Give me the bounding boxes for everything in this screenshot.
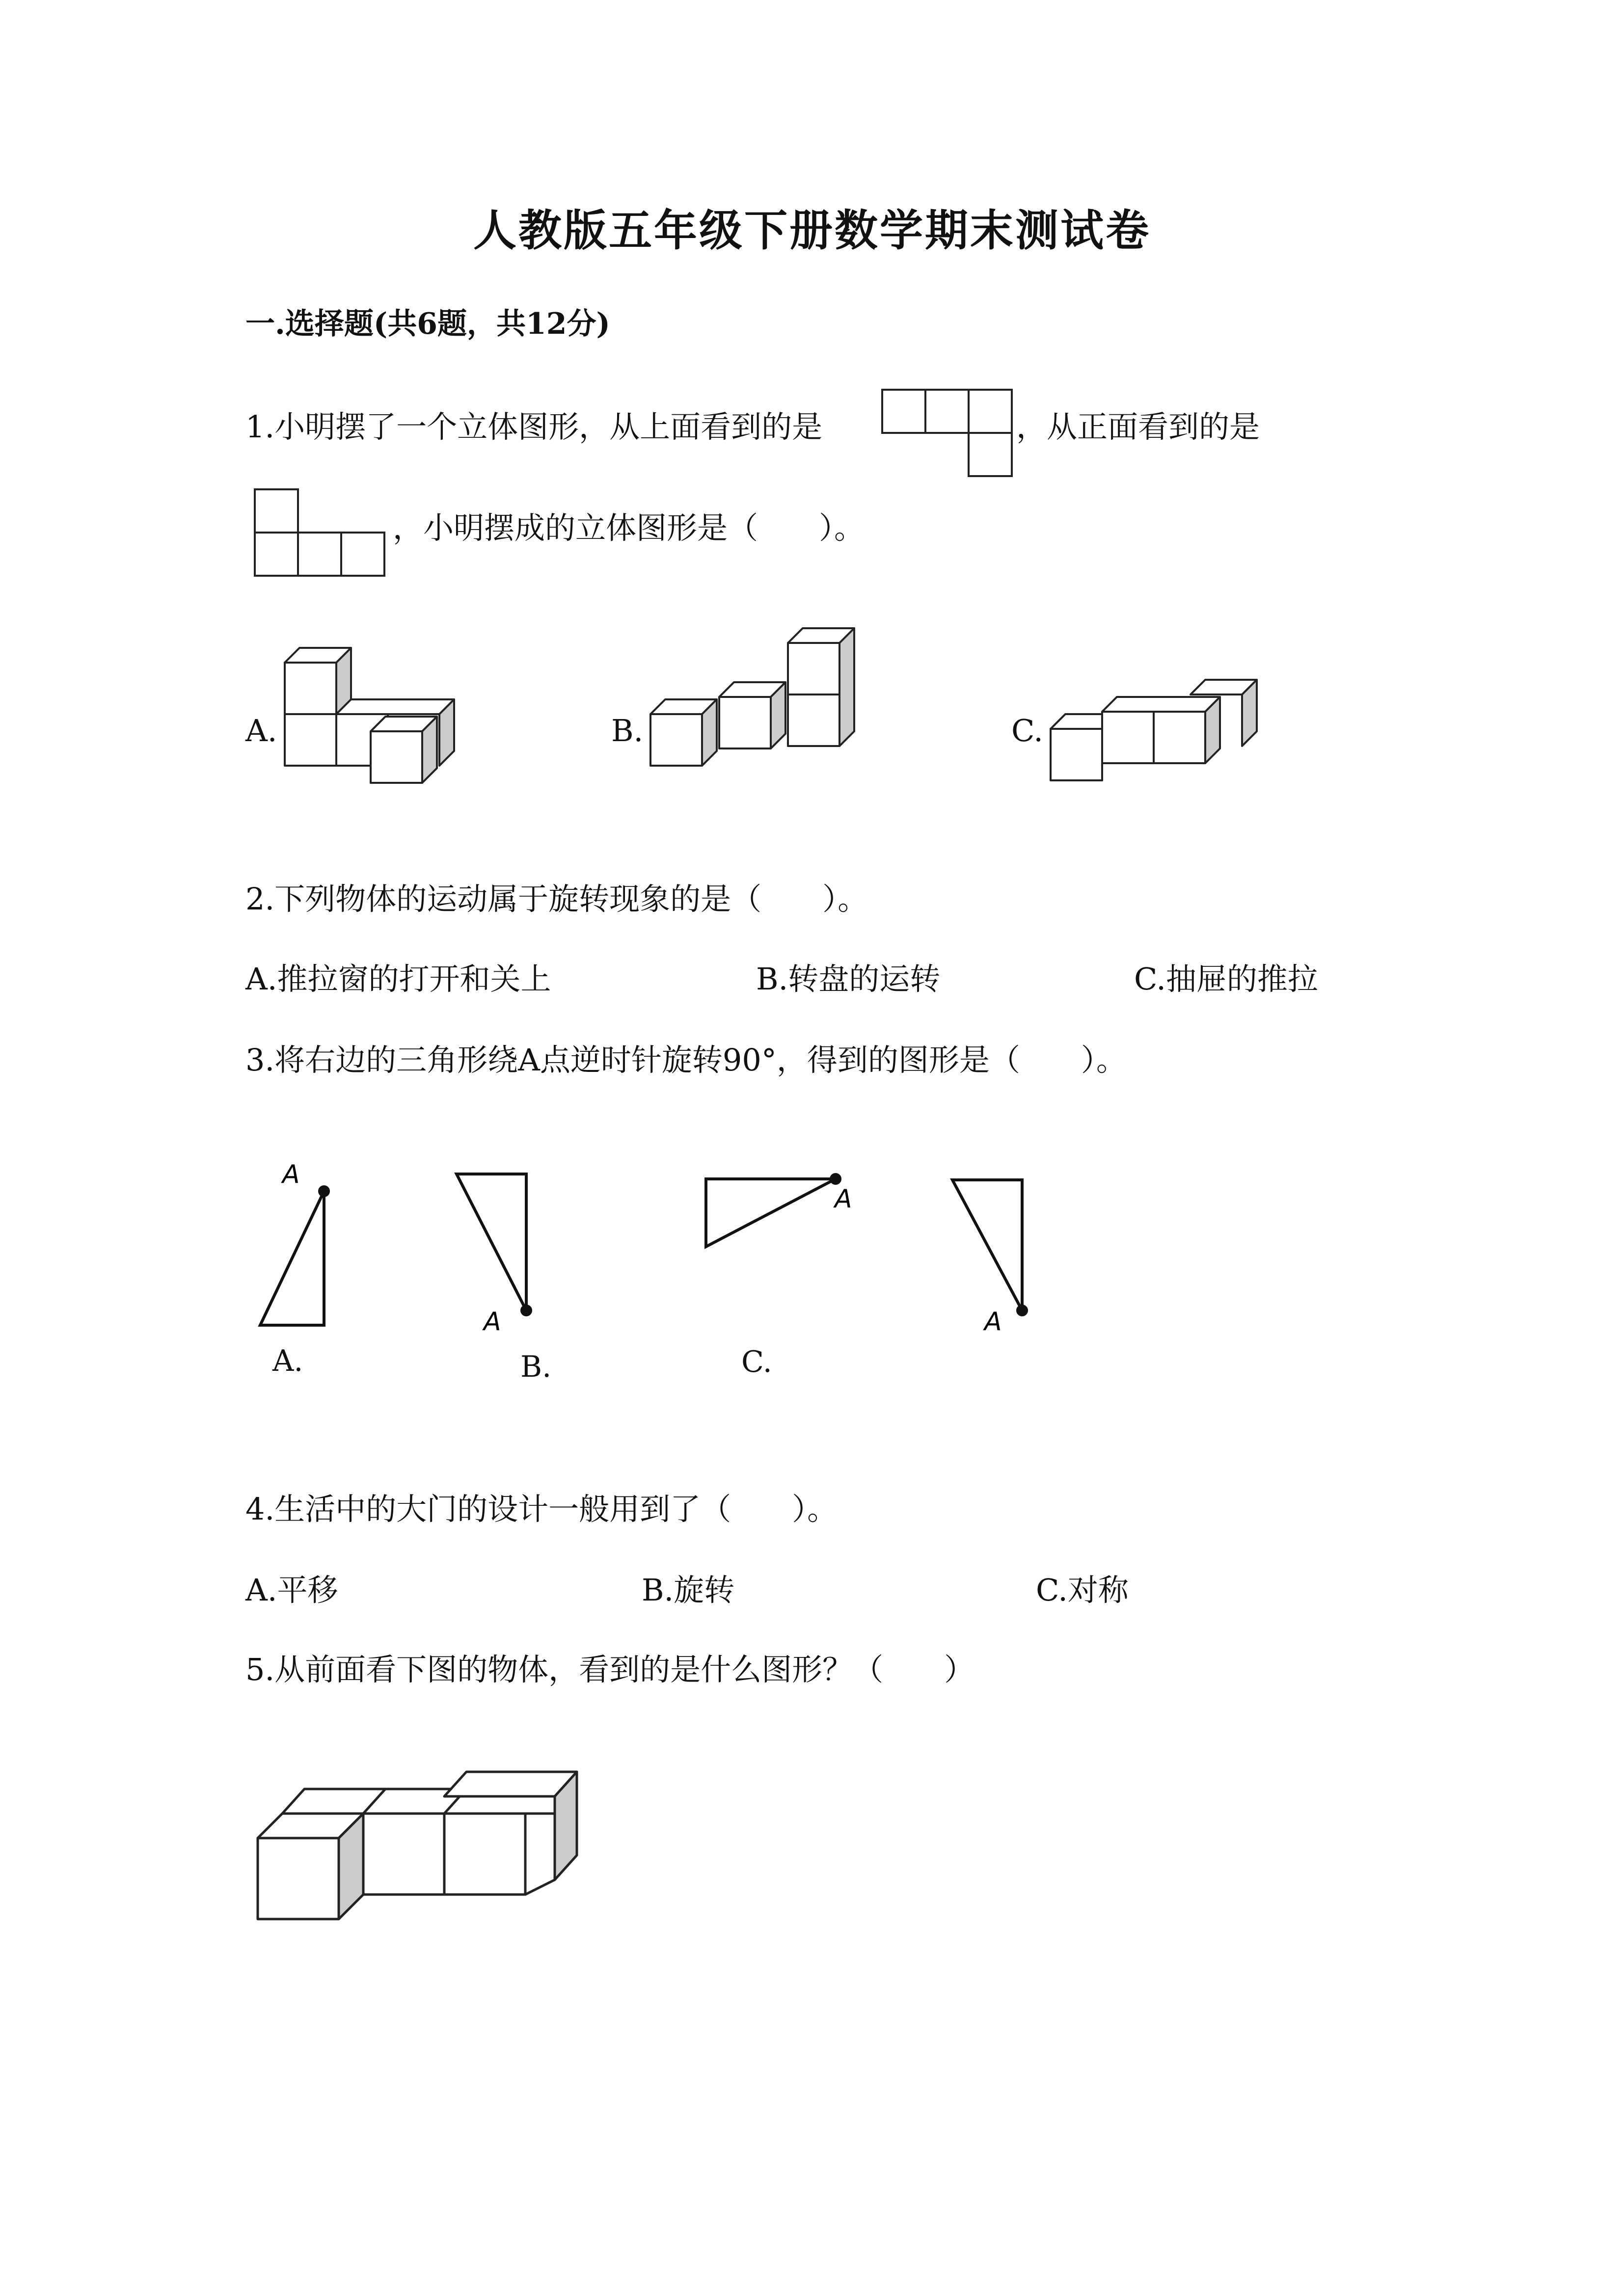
- cube-row: [255, 1760, 589, 1931]
- q1-option-b-figure: [650, 626, 862, 788]
- section-heading: 一.选择题(共6题，共12分): [245, 307, 610, 341]
- q3-text: 3.将右边的三角形绕A点逆时针旋转90°，得到的图形是（ ）。: [245, 1042, 1127, 1078]
- q2-text: 2.下列物体的运动属于旋转现象的是（ ）。: [245, 881, 868, 917]
- q2-option-a: A.推拉窗的打开和关上: [245, 961, 551, 997]
- q3-option-a-label: A.: [272, 1344, 303, 1378]
- page-title: 人教版五年级下册数学期末测试卷: [473, 205, 1151, 256]
- q4-option-b: B.旋转: [642, 1572, 735, 1608]
- q1-option-c-figure: [1051, 677, 1262, 785]
- q3-figure-a: [255, 1161, 353, 1337]
- cube-stack-a: [285, 641, 471, 788]
- q3-figure-c: [697, 1168, 874, 1266]
- q1-text-a: 1.小明摆了一个立体图形，从上面看到的是: [245, 409, 823, 445]
- q3-original-triangle: [943, 1174, 1051, 1341]
- q2-option-b: B.转盘的运转: [756, 961, 941, 997]
- q5-text: 5.从前面看下图的物体，看到的是什么图形？（ ）: [245, 1652, 975, 1687]
- q5-cube-figure: [255, 1760, 589, 1931]
- q4-option-a: A.平移: [245, 1572, 338, 1608]
- q1-option-c-label: C.: [1011, 713, 1043, 748]
- q1-option-a-label: A.: [245, 713, 277, 748]
- q3-c-point-label: A: [835, 1184, 852, 1214]
- q4-option-c: C.对称: [1036, 1572, 1129, 1608]
- q3-a-point-label: A: [282, 1160, 300, 1189]
- q3-figure-b: [442, 1168, 550, 1335]
- cube-stack-c: [1051, 677, 1262, 785]
- q3-original-point-label: A: [984, 1307, 1002, 1336]
- q3-b-point-label: A: [484, 1307, 501, 1336]
- q2-option-c: C.抽屉的推拉: [1134, 961, 1318, 997]
- cube-stack-b: [650, 626, 862, 788]
- q1-top-view-figure: [881, 389, 1014, 477]
- q3-option-b-label: B.: [520, 1350, 552, 1384]
- q1-front-view-figure: [254, 488, 386, 577]
- q1-option-a-figure: [285, 641, 471, 788]
- q3-option-c-label: C.: [741, 1345, 772, 1379]
- q1-option-b-label: B.: [611, 713, 644, 748]
- q4-text: 4.生活中的大门的设计一般用到了（ ）。: [245, 1491, 838, 1527]
- q1-line1: [245, 402, 822, 446]
- q1-text-b: ，从正面看到的是: [1016, 409, 1260, 445]
- q1-text-line2: ，小明摆成的立体图形是（ ）。: [393, 510, 865, 546]
